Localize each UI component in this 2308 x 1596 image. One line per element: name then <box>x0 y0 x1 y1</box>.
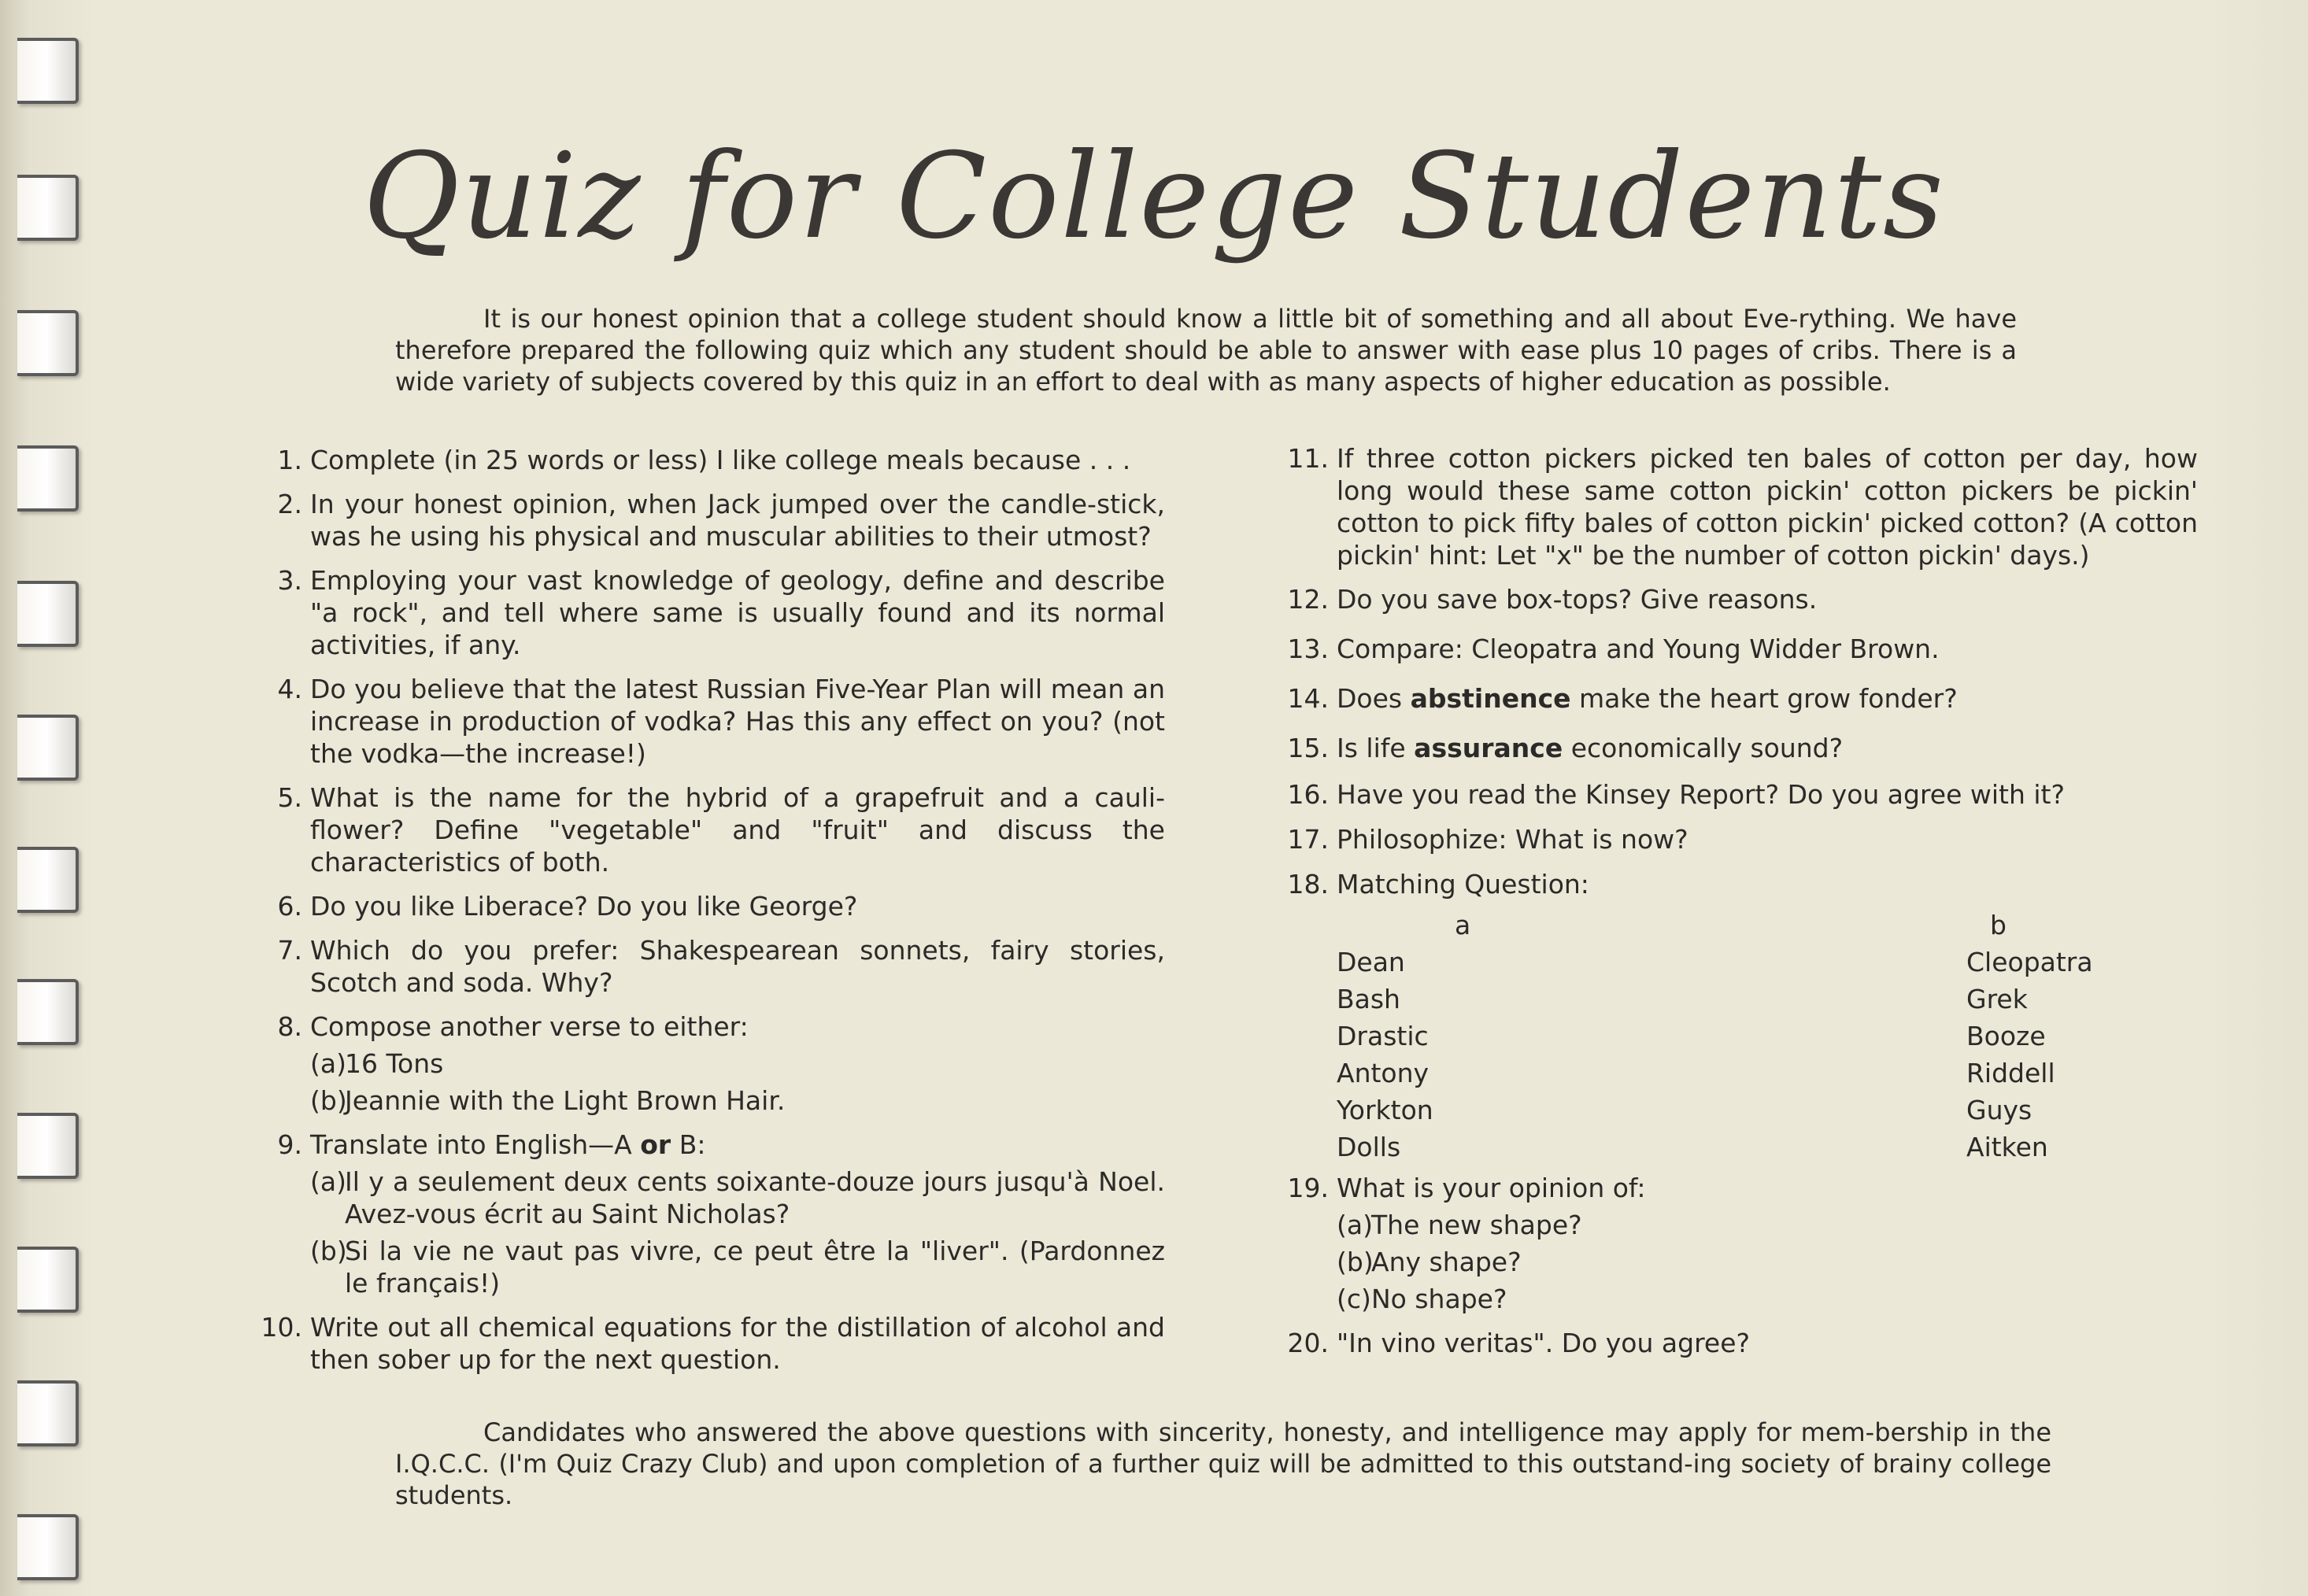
question-number: 19. <box>1287 1173 1329 1203</box>
question-item <box>250 673 1165 770</box>
question-item <box>1277 442 2198 571</box>
question-number: 5. <box>277 782 302 813</box>
question-text-start: Translate into English—A <box>310 1129 641 1160</box>
question-number: 12. <box>1287 584 1329 615</box>
sub-question <box>1337 1209 2198 1241</box>
question-item <box>250 934 1165 999</box>
question-item <box>250 1129 1165 1299</box>
sub-question <box>310 1047 1165 1080</box>
question-text: Have you read the Kinsey Report? Do you agree with it? <box>1337 779 2066 810</box>
binding-ring <box>17 310 80 373</box>
question-item <box>250 1010 1165 1117</box>
matching-row <box>1337 944 2198 981</box>
matching-header-row <box>1337 907 2198 944</box>
question-text: "In vino veritas". Do you agree? <box>1337 1328 1751 1358</box>
question-text-end: make the heart grow fonder? <box>1570 683 1958 714</box>
matching-row <box>1337 981 2198 1018</box>
question-number: 3. <box>277 565 302 596</box>
question-item <box>1277 823 2198 855</box>
question-item <box>250 1311 1165 1376</box>
question-text: In your honest opinion, when Jack jumped over the candle-stick, was he using his physical and muscular abilities to their utmost? <box>310 489 1165 552</box>
binding-ring <box>17 1247 80 1310</box>
matching-cell-b: Guys <box>1966 1095 2032 1125</box>
question-text: Employing your vast knowledge of geology, define and describe "a rock", and tell where same is usually found and its normal activities, if any. <box>310 565 1165 660</box>
question-text: Which do you prefer: Shakespearean sonnets, fairy stories, Scotch and soda. Why? <box>310 935 1165 998</box>
matching-cell-b: Cleopatra <box>1966 947 2093 977</box>
binding-ring <box>17 38 80 101</box>
question-item <box>1277 1327 2198 1359</box>
matching-cell-a: Yorkton <box>1337 1095 1433 1125</box>
question-item <box>1277 1172 2198 1315</box>
question-number: 14. <box>1287 683 1329 714</box>
sub-question-text: Any shape? <box>1371 1247 1522 1277</box>
sub-question-text: Si la vie ne vaut pas vivre, ce peut être la "liver". (Pardonnez le français!) <box>345 1236 1165 1299</box>
matching-header-b: b <box>1990 910 2007 940</box>
matching-cell-b: Grek <box>1966 984 2028 1014</box>
question-number: 7. <box>277 935 302 966</box>
question-text: Compare: Cleopatra and Young Widder Brown. <box>1337 634 1940 664</box>
question-number: 20. <box>1287 1328 1329 1358</box>
question-item <box>250 890 1165 922</box>
question-number: 10. <box>261 1312 302 1343</box>
binding-ring <box>17 979 80 1042</box>
question-number: 4. <box>277 674 302 704</box>
question-list-right <box>1277 442 2198 1371</box>
question-item <box>1277 633 2198 665</box>
sub-question-label: (c) <box>1337 1284 1371 1314</box>
question-item <box>1277 778 2198 811</box>
question-text-end: economically sound? <box>1563 733 1844 763</box>
matching-header-a: a <box>1455 910 1471 940</box>
binding-ring <box>17 715 80 778</box>
sub-question-label: (a) <box>1337 1210 1373 1240</box>
sub-question <box>310 1235 1165 1299</box>
question-text: Complete (in 25 words or less) I like college meals because . . . <box>310 445 1131 475</box>
question-text-bold: assurance <box>1414 733 1563 763</box>
question-item <box>1277 732 2198 764</box>
binding-ring <box>17 1113 80 1176</box>
matching-cell-a: Bash <box>1337 984 1400 1014</box>
matching-row <box>1337 1092 2198 1129</box>
closing-paragraph: Candidates who answered the above questions with sincerity, honesty, and intelligence may apply for mem-bership in the I.Q.C.C. (I'm Quiz Crazy Club) and upon completion of a further quiz will be admitted to this outstand-ing society of brainy college students. <box>395 1417 2051 1510</box>
question-number: 13. <box>1287 634 1329 664</box>
matching-cell-b: Aitken <box>1966 1132 2048 1162</box>
sub-question <box>310 1166 1165 1230</box>
matching-cell-a: Drastic <box>1337 1021 1429 1051</box>
binding-ring <box>17 847 80 910</box>
matching-row <box>1337 1018 2198 1055</box>
question-item <box>250 781 1165 878</box>
matching-table <box>1337 907 2198 1166</box>
binding-ring <box>17 1380 80 1443</box>
sub-question-label: (b) <box>1337 1247 1374 1277</box>
question-number: 1. <box>277 445 302 475</box>
question-text-start: Does <box>1337 683 1411 714</box>
question-text-start: Is life <box>1337 733 1415 763</box>
sub-question <box>310 1084 1165 1117</box>
question-number: 2. <box>277 489 302 519</box>
question-text: Philosophize: What is now? <box>1337 824 1688 855</box>
question-text-end: B: <box>671 1129 706 1160</box>
question-text: Write out all chemical equations for the distillation of alcohol and then sober up for the next question. <box>310 1312 1165 1375</box>
question-text: What is your opinion of: <box>1337 1173 1646 1203</box>
sub-question-text: The new shape? <box>1371 1210 1582 1240</box>
binding-ring <box>17 445 80 508</box>
question-item <box>1277 682 2198 715</box>
question-item <box>250 488 1165 552</box>
question-text-bold: or <box>640 1129 671 1160</box>
question-text: Do you save box-tops? Give reasons. <box>1337 584 1818 615</box>
sub-question-text: 16 Tons <box>345 1048 444 1079</box>
matching-row <box>1337 1055 2198 1092</box>
matching-cell-a: Dolls <box>1337 1132 1401 1162</box>
question-item <box>250 564 1165 661</box>
matching-cell-a: Antony <box>1337 1058 1430 1088</box>
question-number: 9. <box>277 1129 302 1160</box>
question-number: 8. <box>277 1011 302 1042</box>
matching-cell-b: Booze <box>1966 1021 2046 1051</box>
binding-ring <box>17 581 80 644</box>
question-item <box>1277 583 2198 615</box>
question-item <box>250 444 1165 476</box>
binding-ring <box>17 1514 80 1577</box>
sub-question-text: No shape? <box>1371 1284 1507 1314</box>
sub-question-label: (a) <box>310 1048 346 1079</box>
matching-row <box>1337 1129 2198 1166</box>
question-text: Do you believe that the latest Russian Five-Year Plan will mean an increase in production of vodka? Has this any effect on you? (not the vodka—the increase!) <box>310 674 1165 769</box>
question-number: 18. <box>1287 869 1329 900</box>
matching-cell-a: Dean <box>1337 947 1405 977</box>
intro-paragraph: It is our honest opinion that a college student should know a little bit of something and all about Eve-rything. We have therefore prepared the following quiz which any student should be able to answer with ease plus 10 pages of cribs. There is a wide variety of subjects covered by this quiz in an effort to deal with as many aspects of higher education as possible. <box>395 304 2017 397</box>
question-number: 6. <box>277 891 302 922</box>
question-list-left <box>250 444 1165 1387</box>
sub-question <box>1337 1283 2198 1315</box>
question-text: If three cotton pickers picked ten bales of cotton per day, how long would these same cotton pickin' cotton pickers be pickin' cotton to pick fifty bales of cotton pickin' picked cotton? (A cotton pickin' hint: Let "x" be the number of cotton pickin' days.) <box>1337 443 2198 571</box>
matching-cell-b: Riddell <box>1966 1058 2055 1088</box>
sub-question-label: (b) <box>310 1085 347 1116</box>
sub-question-text: Il y a seulement deux cents soixante-douze jours jusqu'à Noel. Avez-vous écrit au Saint Nicholas? <box>345 1166 1165 1229</box>
sub-question <box>1337 1246 2198 1278</box>
question-number: 17. <box>1287 824 1329 855</box>
question-text: Matching Question: <box>1337 869 1589 900</box>
question-text: Do you like Liberace? Do you like George? <box>310 891 858 922</box>
sub-question-text: Jeannie with the Light Brown Hair. <box>345 1085 786 1116</box>
question-number: 11. <box>1287 443 1329 474</box>
question-text: Compose another verse to either: <box>310 1011 749 1042</box>
page-title: Quiz for College Students <box>362 128 1946 265</box>
question-text-bold: abstinence <box>1410 683 1571 714</box>
question-number: 15. <box>1287 733 1329 763</box>
question-number: 16. <box>1287 779 1329 810</box>
sub-question-label: (b) <box>310 1236 347 1266</box>
question-item <box>1277 868 2198 1166</box>
question-text: What is the name for the hybrid of a grapefruit and a cauli-flower? Define "vegetable" and "fruit" and discuss the characteristics of both. <box>310 782 1165 877</box>
sub-question-label: (a) <box>310 1166 346 1197</box>
